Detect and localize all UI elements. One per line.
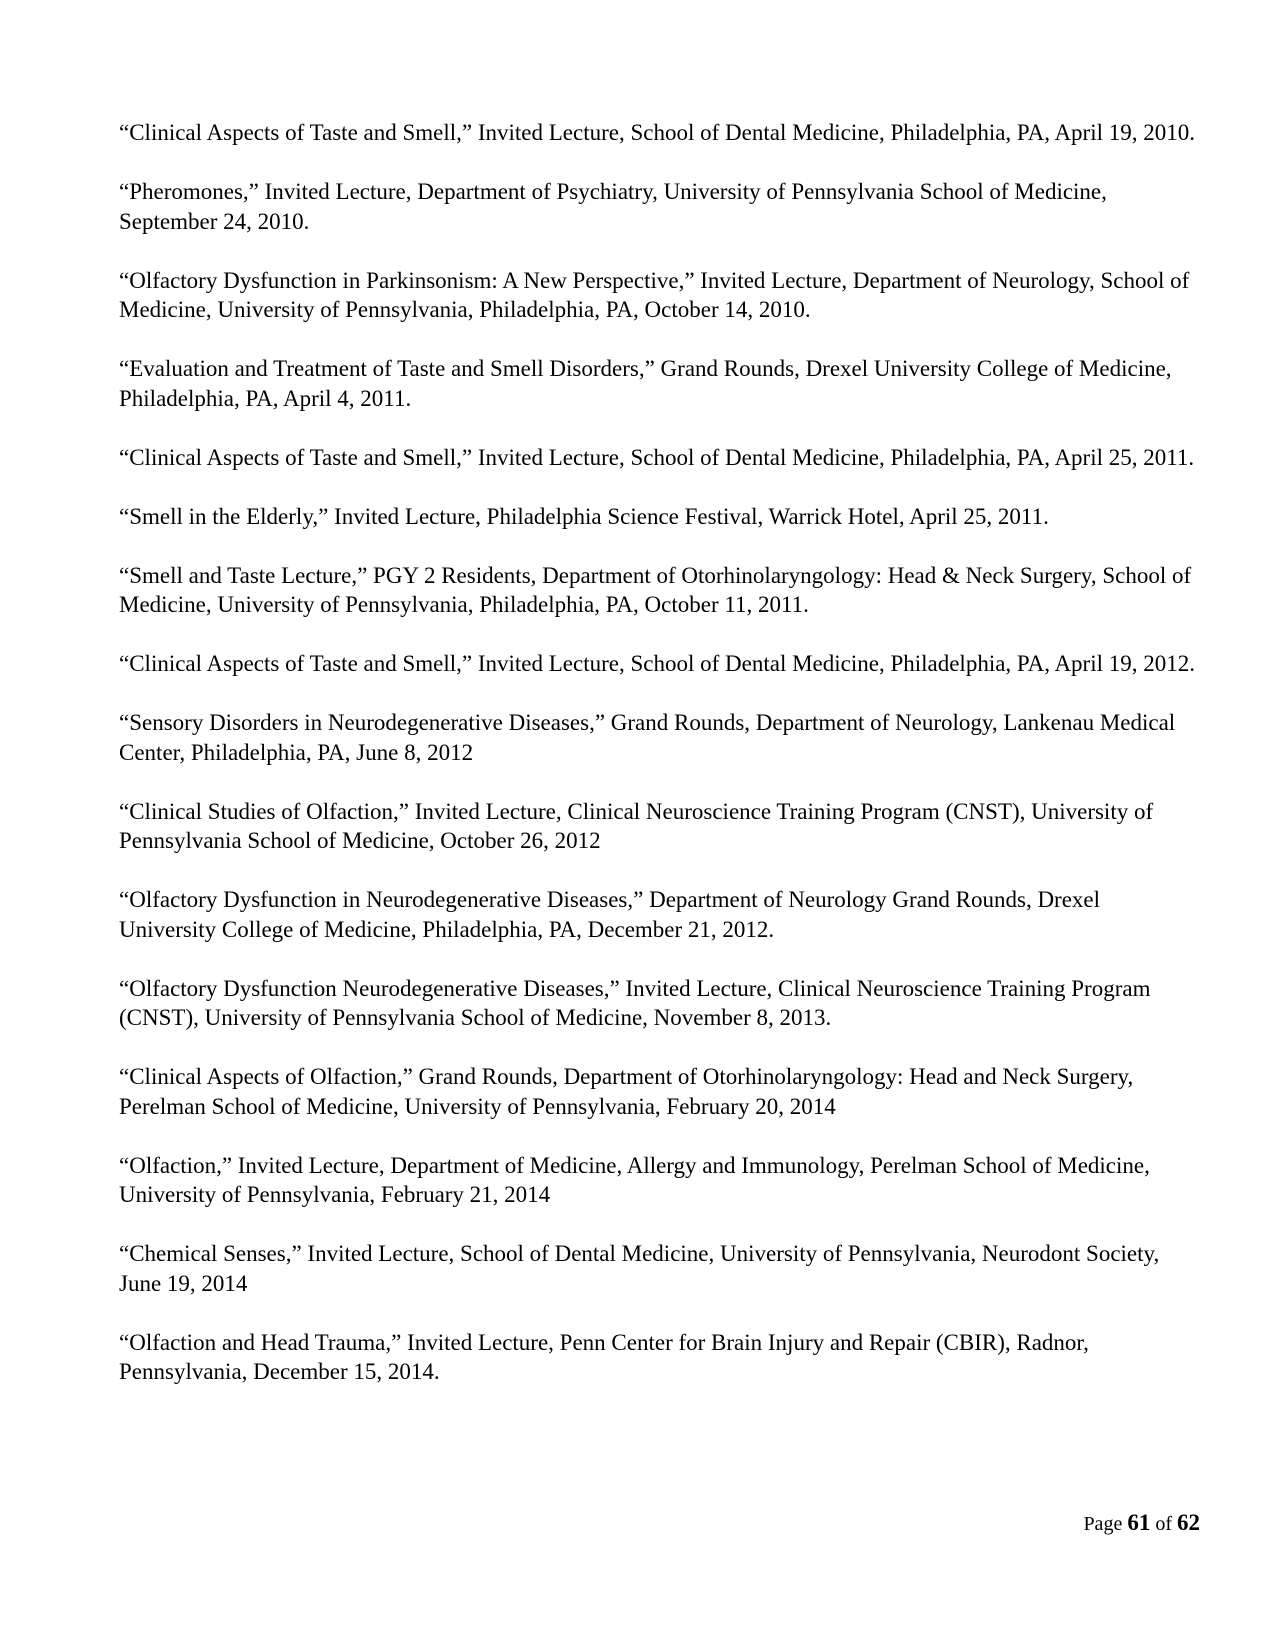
lecture-entry: “Clinical Studies of Olfaction,” Invited Lecture, Clinical Neuroscience Training Program (CNST), University of Pennsylvania School of Medicine, October 26, 2012 (119, 798, 1154, 853)
page-number: 61 (1127, 1510, 1151, 1535)
lecture-entry: “Olfaction,” Invited Lecture, Department of Medicine, Allergy and Immunology, Perelman School of Medicine, University of Pennsylvania, February 21, 2014 (119, 1152, 1150, 1207)
lecture-entry: “Clinical Aspects of Olfaction,” Grand Rounds, Department of Otorhinolaryngology: Head and Neck Surgery, Perelman School of Medicine, University of Pennsylvania, February 20, 2014 (119, 1064, 1134, 1119)
lecture-entry: “Pheromones,” Invited Lecture, Department of Psychiatry, University of Pennsylvania School of Medicine, September 24, 2010. (119, 179, 1107, 234)
lecture-entry: “Olfactory Dysfunction in Neurodegenerative Diseases,” Department of Neurology Grand Rounds, Drexel University College of Medicine, Philadelphia, PA, December 21, 2012. (119, 887, 1101, 942)
lecture-entry: “Olfactory Dysfunction in Parkinsonism: A New Perspective,” Invited Lecture, Department of Neurology, School of Medicine, University of Pennsylvania, Philadelphia, PA, October 14, 2010. (119, 267, 1190, 322)
total-pages: 62 (1177, 1510, 1200, 1535)
of-word: of (1155, 1513, 1172, 1535)
lecture-entry: “Chemical Senses,” Invited Lecture, School of Dental Medicine, University of Pennsylvania, Neurodont Society, June 19, 2014 (119, 1241, 1160, 1296)
lecture-entry: “Clinical Aspects of Taste and Smell,” Invited Lecture, School of Dental Medicine, Philadelphia, PA, April 25, 2011. (119, 444, 1195, 470)
lecture-list (119, 118, 1199, 1416)
lecture-entry: “Olfaction and Head Trauma,” Invited Lecture, Penn Center for Brain Injury and Repair (CBIR), Radnor, Pennsylvania, December 15, 2014. (119, 1329, 1089, 1384)
page-footer (1083, 1510, 1200, 1536)
lecture-entry: “Evaluation and Treatment of Taste and Smell Disorders,” Grand Rounds, Drexel University College of Medicine, Philadelphia, PA, April 4, 2011. (119, 356, 1172, 411)
page-word: Page (1083, 1513, 1123, 1535)
lecture-entry: “Smell and Taste Lecture,” PGY 2 Residents, Department of Otorhinolaryngology: Head & Neck Surgery, School of Medicine, University of Pennsylvania, Philadelphia, PA, October 11, 2011. (119, 562, 1192, 617)
lecture-entry: “Sensory Disorders in Neurodegenerative Diseases,” Grand Rounds, Department of Neurology, Lankenau Medical Center, Philadelphia, PA, June 8, 2012 (119, 710, 1176, 765)
lecture-entry: “Smell in the Elderly,” Invited Lecture, Philadelphia Science Festival, Warrick Hotel, April 25, 2011. (119, 503, 1049, 529)
lecture-entry: “Clinical Aspects of Taste and Smell,” Invited Lecture, School of Dental Medicine, Philadelphia, PA, April 19, 2012. (119, 651, 1195, 676)
lecture-entry: “Clinical Aspects of Taste and Smell,” Invited Lecture, School of Dental Medicine, Philadelphia, PA, April 19, 2010. (119, 120, 1195, 145)
lecture-entry: “Olfactory Dysfunction Neurodegenerative Diseases,” Invited Lecture, Clinical Neuroscience Training Program (CNST), University of Pennsylvania School of Medicine, November 8, 2013. (119, 975, 1151, 1030)
